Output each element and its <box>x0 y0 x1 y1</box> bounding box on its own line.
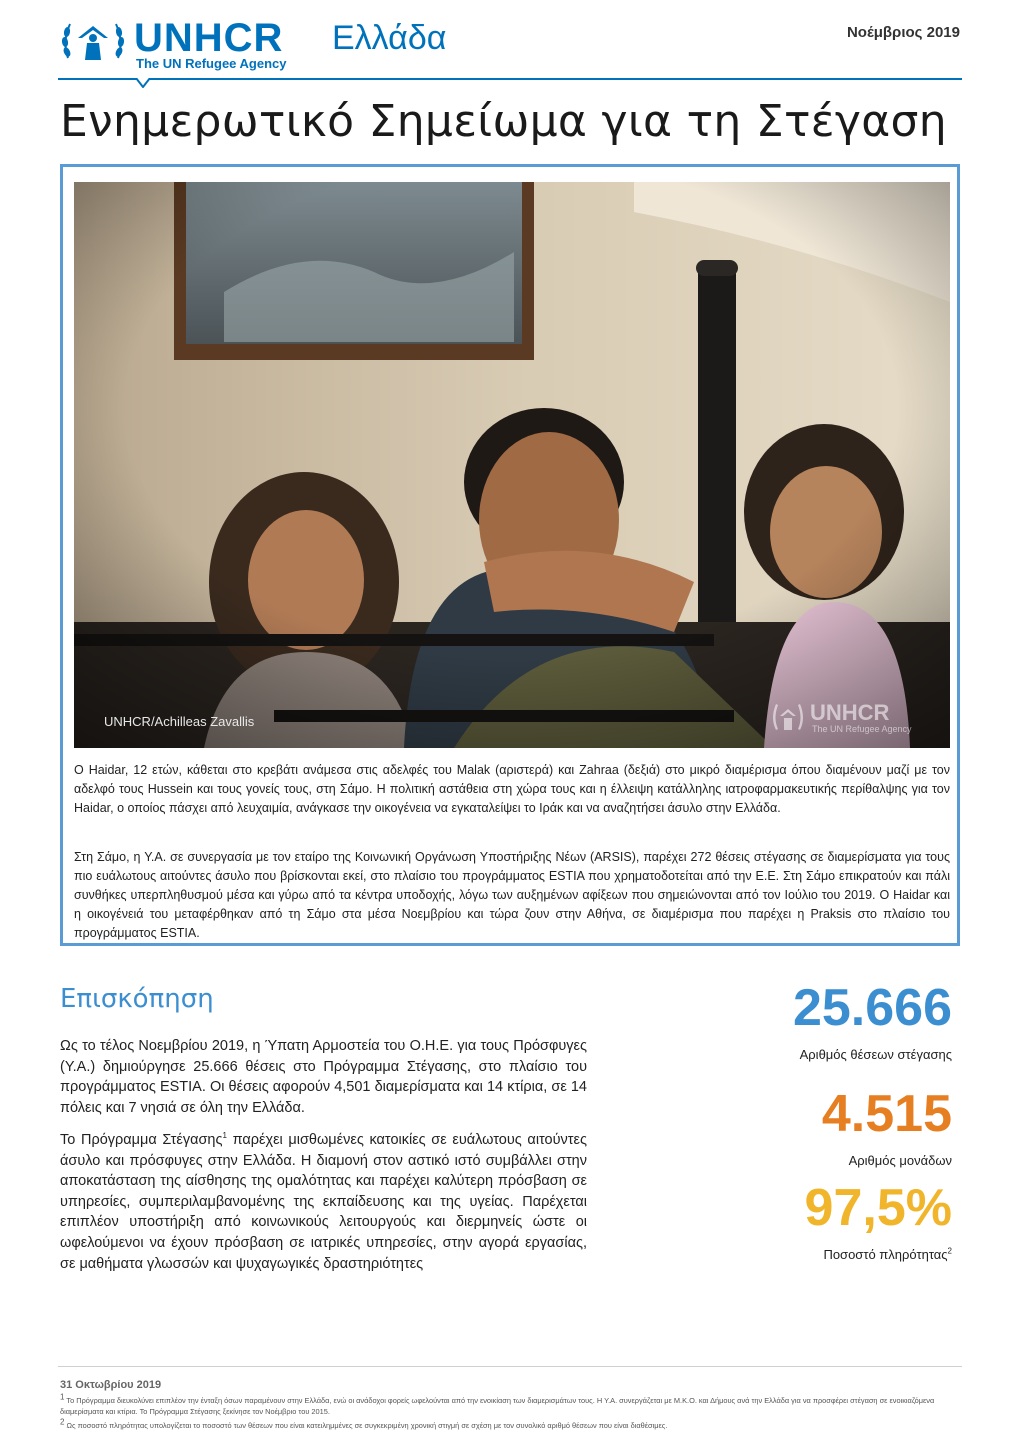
photo-watermark-tagline: The UN Refugee Agency <box>812 724 912 734</box>
footnote <box>60 1417 964 1431</box>
photo-caption-paragraph: Στη Σάμο, η Υ.Α. σε συνεργασία με τον εταίρο της Κοινωνική Οργάνωση Υποστήριξης Νέων (ARSIS), παρέχει 272 θέσεις στέγασης σε διαμερίσματα για τους πιο ευάλωτους αιτούντες άσυλο που βρίσκονται εκεί, στο πλαίσιο του προγράμματος ESTIA που χρηματοδοτείται από την Ε.Ε. Στη Σάμο επικρατούν και πάλι συνθήκες υπερπληθυσμού μέσα και γύρω από τα κέντρα υποδοχής, λόγω των αυξημένων αφίξεων που σημειώνονται από τον Ιούλιο του 2019. Ο Haidar και η οικογένειά του μεταφέρθηκαν από τη Σάμο στα μέσα Νοεμβρίου και τώρα ζουν στην Αθήνα, σε διαμέρισμα που παρέχει η Praksis στο πλαίσιο του προγράμματος ESTIA. <box>74 850 950 940</box>
paragraph-text: Το Πρόγραμμα Στέγασης <box>60 1132 223 1148</box>
document-title: Ενημερωτικό Σημείωμα για τη Στέγαση <box>60 96 947 147</box>
country-label: Ελλάδα <box>332 19 447 57</box>
stat-value-housing-places: 25.666 <box>792 979 952 1037</box>
unhcr-emblem-icon <box>58 12 128 68</box>
footnote-number: 1 <box>60 1392 65 1402</box>
footer-date: 31 Οκτωβρίου 2019 <box>60 1379 162 1391</box>
photo-watermark-name: UNHCR <box>810 700 890 725</box>
footnote-text: Ως ποσοστό πληρότητας υπολογίζεται το ποσοστό των θέσεων που είναι κατειλημμένες σε συγκεκριμένη χρονική στιγμή σε σχέση με τον συνολικό αριθμό θέσεων που είναι διαθέσιμες. <box>66 1421 668 1430</box>
unhcr-watermark-icon <box>770 700 806 734</box>
overview-paragraph <box>60 1130 587 1274</box>
overview-paragraph: Ως το τέλος Νοεμβρίου 2019, η Ύπατη Αρμοστεία του Ο.Η.Ε. για τους Πρόσφυγες (Υ.Α.) δημιούργησε 25.666 θέσεις στο Πρόγραμμα Στέγασης, στο πλαίσιο του προγράμματος ESTIA. Οι θέσεις αφορούν 4,501 διαμερίσματα και 14 κτίρια, σε 14 πόλεις και 7 νησιά σε όλη την Ελλάδα. <box>60 1038 587 1116</box>
stat-label-housing-places: Αριθμός θέσεων στέγασης <box>799 1047 952 1062</box>
footnote-ref: 1 <box>222 1131 227 1141</box>
header-divider <box>58 78 962 80</box>
footnote-text: Το Πρόγραμμα διευκολύνει επιπλέον την ένταξη όσων παραμένουν στην Ελλάδα, ενώ οι ανάδοχοι φορείς ωφελούνται από την ενοικίαση των διαμερισμάτων τους. Η Υ.Α. συνεργάζεται με Μ.Κ.Ο. και Δήμους ανά την Ελλάδα για να προσφέρει στέγαση σε ενοικιαζόμενα διαμερίσματα και κτίρια. Το Πρόγραμμα Στέγασης ξεκίνησε τον Νοέμβριο του 2015. <box>60 1396 935 1416</box>
footnote-number: 2 <box>60 1417 65 1427</box>
paragraph-text: παρέχει μισθωμένες κατοικίες σε ευάλωτους αιτούντες άσυλο και πρόσφυγες στην Ελλάδα. Η διαμονή στον αστικό ιστό συμβάλλει στην αποκατάσταση της αίσθησης της ομαλότητας και παρέχει καλύτερη πρόσβαση σε υπηρεσίες, συμπεριλαμβανομένης της εκπαίδευσης και της υγείας. Παρέχεται επιπλέον υποστήριξη από κοινωνικούς λειτουργούς και διερμηνείς ώστε οι ωφελούμενοι να έχουν πρόσβαση σε ιατρικές υπηρεσίες, στην αγορά εργασίας, σε μαθήματα γλωσσών και ψυχαγωγικές δραστηριότητες <box>60 1132 587 1272</box>
footer-divider <box>58 1366 962 1367</box>
footnote <box>60 1392 964 1417</box>
stat-label-units: Αριθμός μονάδων <box>848 1153 952 1168</box>
photo-caption-paragraph: Ο Haidar, 12 ετών, κάθεται στο κρεβάτι ανάμεσα στις αδελφές του Malak (αριστερά) και Zahraa (δεξιά) στο μικρό διαμέρισμα όπου διαμένουν μαζί με τον αδελφό τους Hussein και τους γονείς τους, στη Σάμο. Η πολιτική αστάθεια στη χώρα τους και η έλλειψη κατάλληλης ιατροφαρμακευτικής περίθαλψης για τον Haidar, ο οποίος πάσχει από λευχαιμία, ανάγκασε την οικογένεια να εγκαταλείψει το Ιράκ και να αναζητήσει άσυλο στην Ελλάδα. <box>74 763 950 815</box>
divider-notch-icon <box>136 78 150 88</box>
footnote-ref: 2 <box>947 1246 952 1256</box>
overview-heading: Επισκόπηση <box>60 984 214 1014</box>
brand-name: UNHCR <box>134 16 284 60</box>
stat-label-occupancy <box>823 1247 952 1262</box>
photo-credit: UNHCR/Achilleas Zavallis <box>104 714 255 729</box>
children-photo <box>74 182 950 748</box>
brand-tagline: The UN Refugee Agency <box>136 56 287 71</box>
stat-value-units: 4.515 <box>821 1085 952 1143</box>
report-date: Νοέμβριος 2019 <box>846 24 960 41</box>
stat-value-occupancy: 97,5% <box>804 1179 952 1237</box>
stat-label-text: Ποσοστό πληρότητας <box>823 1247 948 1262</box>
